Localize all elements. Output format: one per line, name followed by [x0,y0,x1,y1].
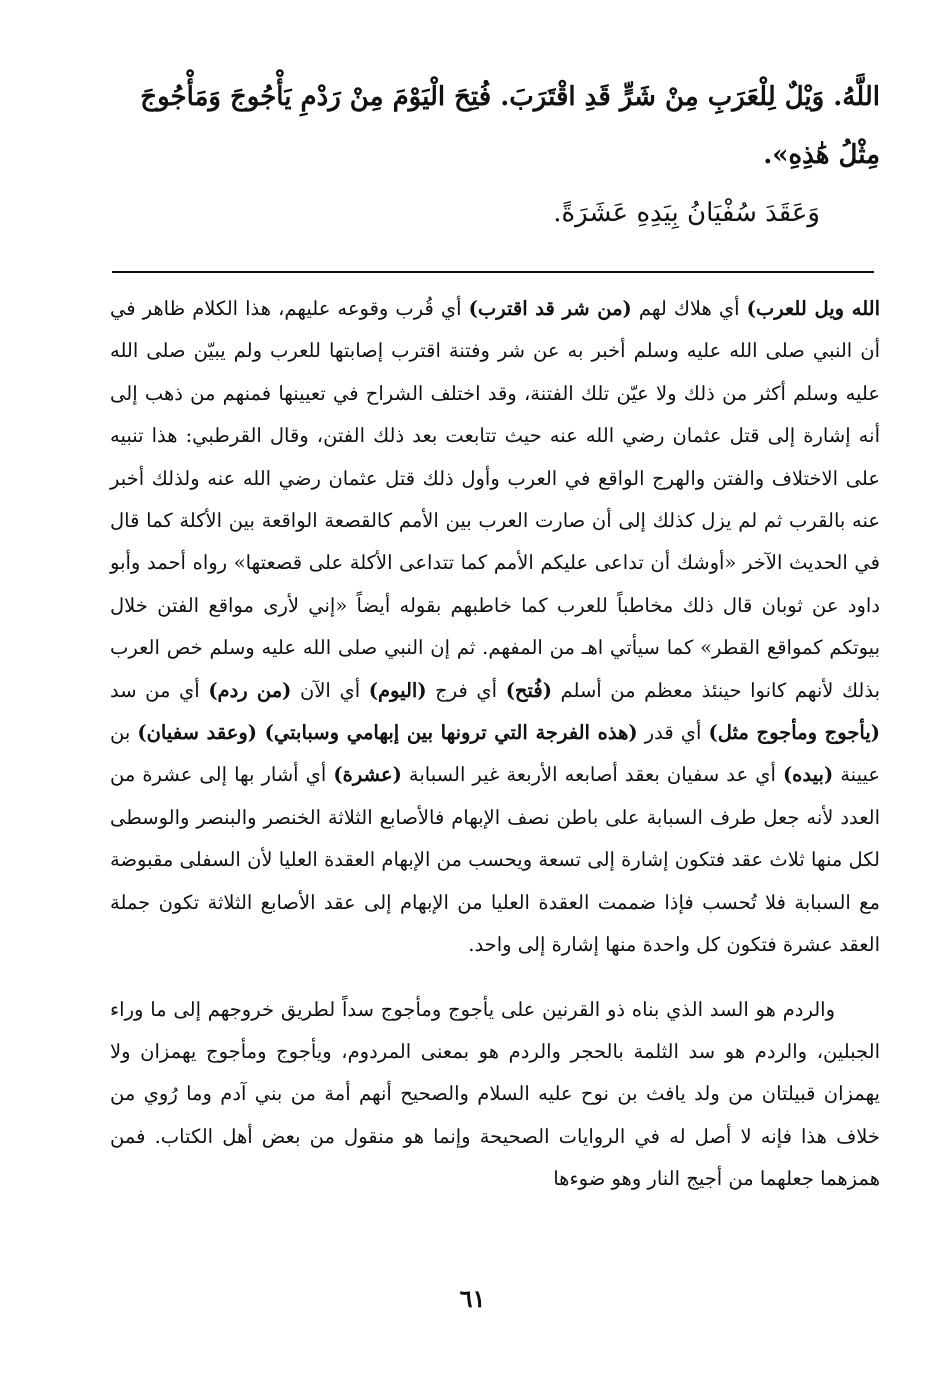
commentary-text-segment: بن عيينة [110,721,880,787]
commentary-text-segment: أي عد سفيان بعقد أصابعه الأربعة غير السبابة [401,763,783,787]
hadith-line-2: وَعَقَدَ سُفْيَانُ بِيَدِهِ عَشَرَةً. [553,198,820,228]
commentary-quoted-phrase: الله ويل للعرب) [746,297,881,320]
page-number: ٦١ [459,1284,486,1313]
commentary-text-segment: أي هلاك لهم [631,297,747,320]
commentary-text-segment: أي قدر [637,721,709,745]
commentary-text-segment: أي أشار بها إلى عشرة من العدد لأنه جعل طرف السبابة على باطن نصف الإبهام فالأصابع الثلاثة الخنصر والبنصر والوسطى لكل منها ثلاث عقد فتكون إشارة إلى تسعة ويحسب من الإبهام العقدة العليا لأن السفلى مقبوضة مع السبابة فلا تُحسب فإذا ضممت العقدة العليا من الإبهام إلى عقد الأصابع الثلاثة تكون جملة العقد عشرة فتكون كل واحدة منها إشارة إلى واحد. [110,763,880,957]
commentary-quoted-phrase: (من شر قد اقترب) [468,297,632,320]
commentary-quoted-phrase: (من ردم) [208,678,292,702]
hadith-line-1: اللَّهُ. وَيْلٌ لِلْعَرَبِ مِنْ شَرٍّ قَدِ اقْتَرَبَ. فُتِحَ الْيَوْمَ مِنْ رَدْمِ يَأْجُوجَ وَمَأْجُوجَ مِثْلُ هَٰذِهِ». [140,82,880,170]
hadith-text [110,68,880,242]
commentary-quoted-phrase: (فُتح) [505,678,552,702]
commentary-quoted-phrase: (بيده) [782,763,834,787]
footnote-divider [112,271,874,273]
commentary-text-segment: أي الآن [291,678,369,702]
commentary-text-segment: أي فرج [426,678,506,702]
commentary-paragraph-1 [110,288,880,967]
commentary-paragraph-2: والردم هو السد الذي بناه ذو القرنين على يأجوج ومأجوج سداً لطريق خروجهم إلى ما وراء الجبلين، والردم هو سد الثلمة بالحجر والردم هو بمعنى المردوم، ويأجوج ومأجوج يهمزان ولا يهمزان قبيلتان من ولد يافث بن نوح عليه السلام والصحيح أنهم أمة من بني آدم وما رُوي من خلاف هذا فإنه لا أصل له في الروايات الصحيحة وإنما هو منقول من بعض أهل الكتاب. فمن همزهما جعلهما من أجيج النار وهو ضوءها [110,997,880,1191]
commentary-text-segment: أي قُرب وقوعه عليهم، هذا الكلام ظاهر في أن النبي صلى الله عليه وسلم أخبر به عن شر وفتنة اقترب إصابتها للعرب ولم يبيّن صلى الله عليه وسلم أكثر من ذلك ولا عيّن تلك الفتنة، وقد اختلف الشراح في تعيينها فمنهم من ذهب إلى أنه إشارة إلى قتل عثمان رضي الله عنه حيث تتابعت بعد ذلك الفتن، وقال القرطبي: هذا تنبيه على الاختلاف والفتن والهرج الواقع في العرب وأول ذلك قتل عثمان رضي الله عنه ولذلك أخبر عنه بالقرب ثم لم يزل كذلك إلى أن صارت العرب بين الأمم كالقصعة الواقعة بين الأكلة كما قال في الحديث الآخر «أوشك أن تداعى عليكم الأمم كما تتداعى الأكلة على قصعتها» رواه أحمد وأبو داود عن ثوبان قال ذلك مخاطباً للعرب كما خاطبهم بقوله أيضاً «إني لأرى مواقع الفتن خلال بيوتكم كمواقع القطر» كما سيأتي اهـ من المفهم. ثم إن النبي صلى الله عليه وسلم خص العرب بذلك لأنهم كانوا حينئذ معظم من أسلم [110,297,880,702]
commentary-quoted-phrase: (يأجوج ومأجوج مثل) [708,721,880,745]
commentary-quoted-phrase: (هذه الفرجة التي ترونها بين إبهامي وسبابتي) (وعقد سفيان) [137,721,638,745]
commentary-quoted-phrase: (اليوم) [368,678,427,702]
commentary-text-segment: أي من سد [110,678,209,702]
commentary-quoted-phrase: (عشرة) [333,763,402,787]
commentary [110,288,880,1201]
